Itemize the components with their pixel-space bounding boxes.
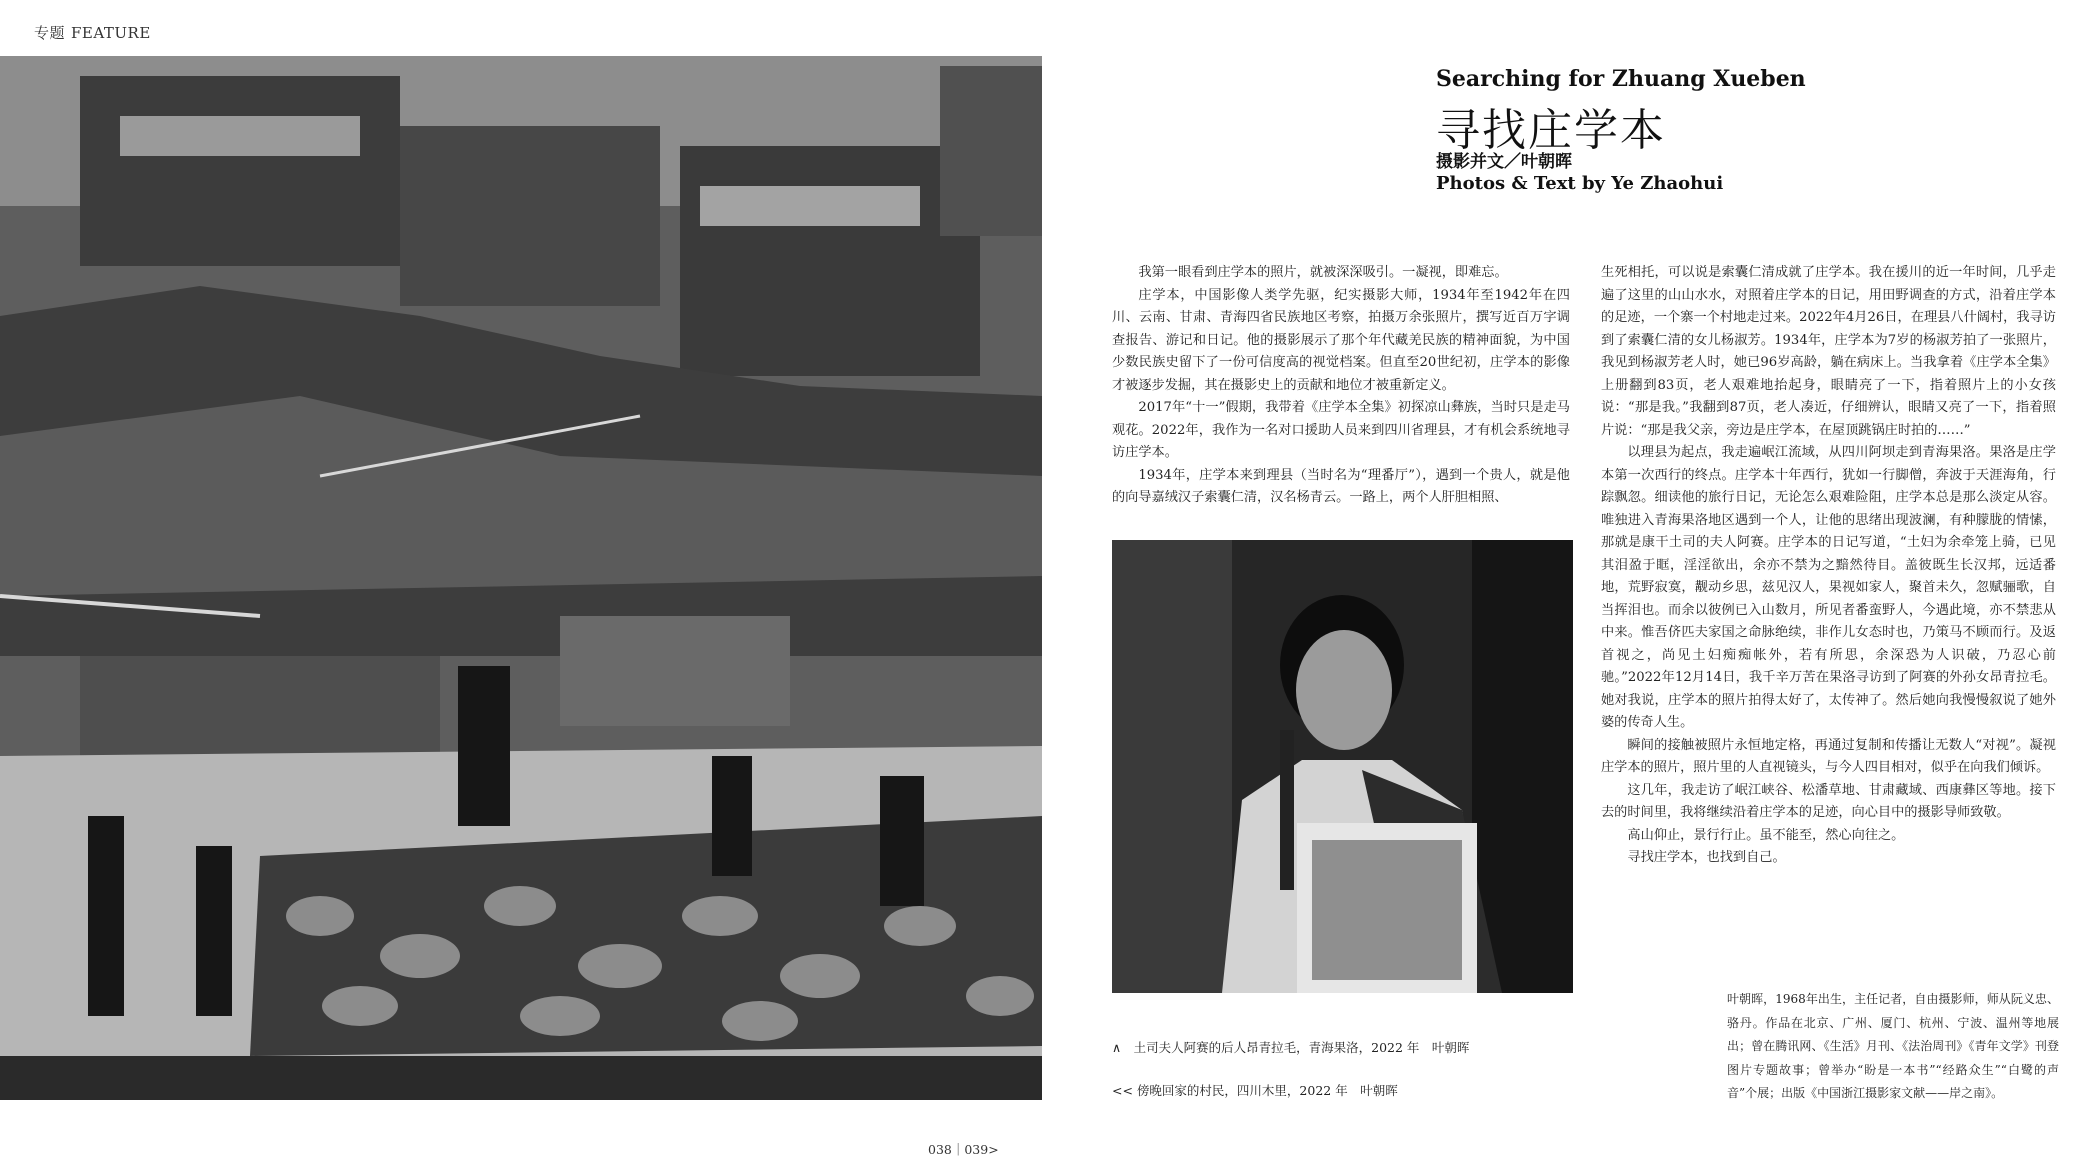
paragraph: 以理县为起点，我走遍岷江流域，从四川阿坝走到青海果洛。果洛是庄学本第一次西行的终点。庄学本十年西行，犹如一行脚僧，奔波于天涯海角，行踪飘忽。细读他的旅行日记，无论怎么艰难险阻，庄学本总是那么淡定从容。唯独进入青海果洛地区遇到一个人，让他的思绪出现波澜，有种朦胧的情愫，那就是康干土司的夫人阿赛。庄学本的日记写道，“土妇为余牵笼上骑，已见其泪盈于眶，淫淫欲出，余亦不禁为之黯然待目。盖彼既生长汉邦，远适番地，荒野寂寞，觏动乡思，兹见汉人，果视如家人，聚首未久，忽赋骊歌，自当挥泪也。而余以彼例已入山数月，所见者番蛮野人，今遇此境，亦不禁悲从中来。惟吾侪匹夫家国之命脉绝续，非作儿女态时也，乃策马不顾而行。及返首视之，尚见土妇痴痴帐外，若有所思，余深恐为人识破，乃忍心前驰。”2022年12月14日，我千辛万苦在果洛寻访到了阿赛的外孙女昂青拉毛。她对我说，庄学本的照片拍得太好了，太传神了。然后她向我慢慢叙说了她外婆的传奇人生。 [1601, 445, 2056, 730]
paragraph: 生死相托，可以说是索囊仁清成就了庄学本。我在援川的近一年时间，几乎走遍了这里的山山水水，对照着庄学本的日记，用田野调查的方式，沿着庄学本的足迹，一个寨一个村地走过来。2022年4月26日，在理县八什阔村，我寻访到了索囊仁清的女儿杨淑芳。1934年，庄学本为7岁的杨淑芳拍了一张照片，我见到杨淑芳老人时，她已96岁高龄，躺在病床上。当我拿着《庄学本全集》上册翻到83页，老人艰难地抬起身，眼睛亮了一下，指着照片上的小女孩说：“那是我。”我翻到87页，老人凑近，仔细辨认，眼睛又亮了一下，指着照片说：“那是我父亲，旁边是庄学本，在屋顶跳锅庄时拍的……” [1601, 265, 2056, 438]
paragraph: 我第一眼看到庄学本的照片，就被深深吸引。一凝视，即难忘。 [1138, 265, 1508, 280]
paragraph: 庄学本，中国影像人类学先驱，纪实摄影大师，1934年至1942年在四川、云南、甘肃、青海四省民族地区考察，拍摄万余张照片，撰写近百万字调查报告、游记和日记。他的摄影展示了那个年代藏羌民族的精神面貌，为中国少数民族史留下了一份可信度高的视觉档案。但直至20世纪初，庄学本的影像才被逐步发掘，其在摄影史上的贡献和地位才被重新定义。 [1112, 287, 1570, 393]
paragraph: 寻找庄学本，也找到自己。 [1627, 850, 1786, 865]
section-tag [34, 22, 151, 43]
main-photo-village [0, 56, 1042, 1100]
paragraph: 这几年，我走访了岷江峡谷、松潘草地、甘肃藏域、西康彝区等地。接下去的时间里，我将继续沿着庄学本的足迹，向心目中的摄影导师致敬。 [1601, 782, 2056, 820]
title-chinese: 寻找庄学本 [1436, 105, 1666, 156]
title-english: Searching for Zhuang Xueben [1436, 66, 1806, 92]
paragraph: 高山仰止，景行行止。虽不能至，然心向往之。 [1627, 827, 1905, 843]
paragraph: 2017年“十一”假期，我带着《庄学本全集》初探凉山彝族，当时只是走马观花。2022年，我作为一名对口援助人员来到四川省理县，才有机会系统地寻访庄学本。 [1112, 400, 1570, 460]
section-tag-zh: 专题 [34, 24, 66, 42]
article-column-2 [1601, 262, 2056, 870]
credit-english: Photos & Text by Ye Zhaohui [1436, 173, 1724, 194]
paragraph: 1934年，庄学本来到理县（当时名为“理番厅”），遇到一个贵人，就是他的向导嘉绒汉子索囊仁清，汉名杨青云。一路上，两个人肝胆相照、 [1112, 467, 1570, 505]
paragraph: 瞬间的接触被照片永恒地定格，再通过复制和传播让无数人“对视”。凝视庄学本的照片，照片里的人直视镜头，与今人四目相对，似乎在向我们倾诉。 [1601, 737, 2056, 775]
caption-portrait: ∧ 土司夫人阿赛的后人昂青拉毛，青海果洛，2022 年 叶朝晖 [1112, 1040, 1470, 1055]
article-column-1 [1112, 262, 1570, 510]
caption-main-photo: << 傍晚回家的村民，四川木里，2022 年 叶朝晖 [1112, 1083, 1398, 1098]
portrait-photo [1112, 540, 1573, 993]
page-numbers: 038｜039> [928, 1142, 999, 1157]
credit-chinese: 摄影并文／叶朝晖 [1436, 152, 1572, 172]
section-tag-en: FEATURE [71, 24, 151, 42]
author-bio: 叶朝晖，1968年出生，主任记者，自由摄影师，师从阮义忠、骆丹。作品在北京、广州、厦门、杭州、宁波、温州等地展出；曾在腾讯网、《生活》月刊、《法治周刊》《青年文学》刊登图片专题故事；曾举办“盼是一本书”“经路众生”“白鹭的声音”个展；出版《中国浙江摄影家文献——岸之南》。 [1727, 992, 2059, 1100]
